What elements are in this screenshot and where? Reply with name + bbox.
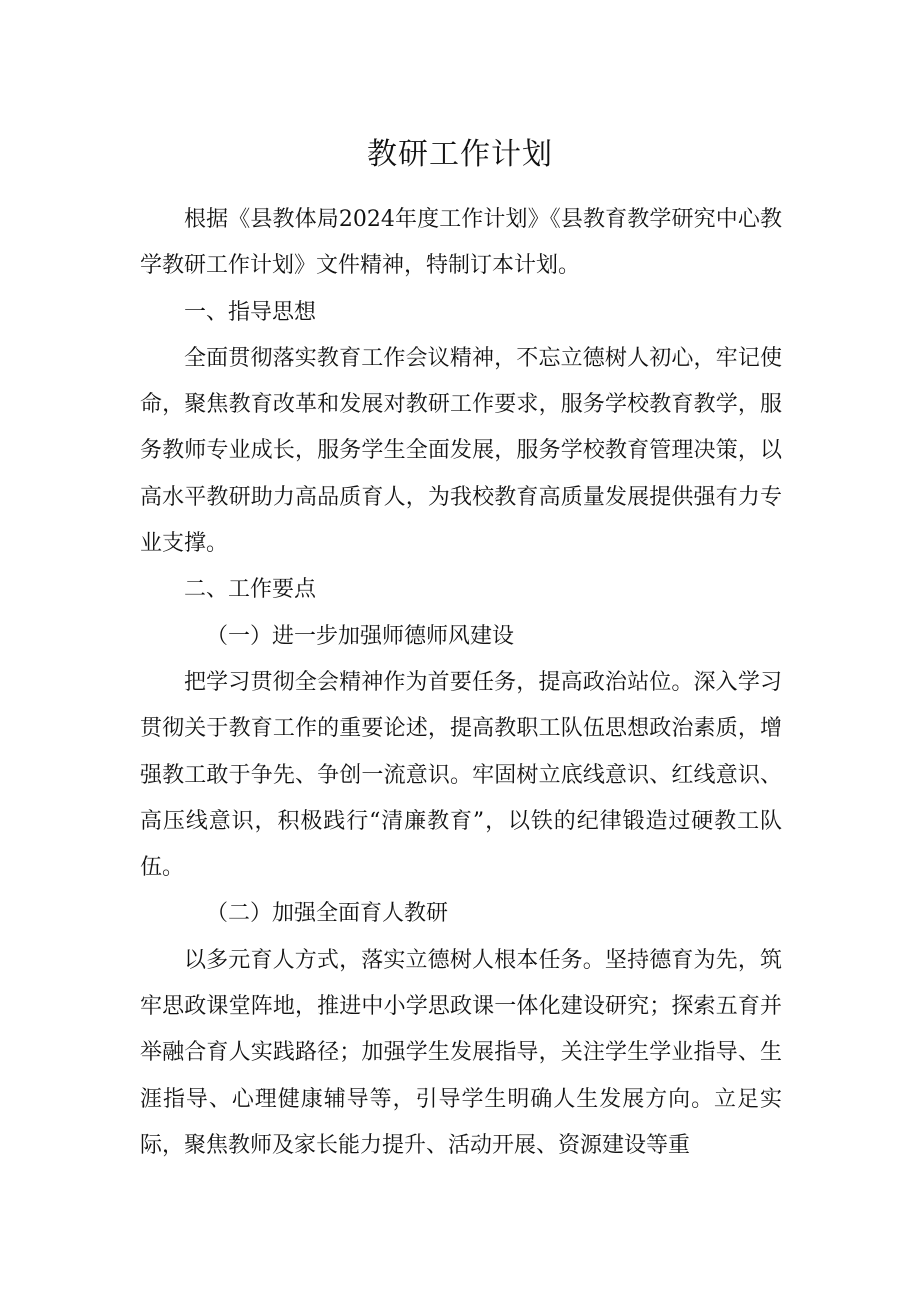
section-heading-guiding-ideology: 一、指导思想 <box>184 299 317 325</box>
subsection-heading-ethics: （一）进一步加强师德师风建设 <box>206 623 515 649</box>
holistic-education-paragraph: 以多元育人方式，落实立德树人根本任务。坚持德育为先，筑牢思政课堂阵地，推进中小学思政课一体化建设研究；探索五育并举融合育人实践路径；加强学生发展指导，关注学生学业指导、生涯指导、心理健康辅导等，引导学生明确人生发展方向。立足实际，聚焦教师及家长能力提升、活动开展、资源建设等重 <box>140 947 782 1158</box>
document-title: 教研工作计划 <box>367 137 553 172</box>
intro-paragraph: 根据《县教体局2024年度工作计划》《县教育教学研究中心教学教研工作计划》文件精神，特制订本计划。 <box>140 207 782 279</box>
ethics-paragraph: 把学习贯彻全会精神作为首要任务，提高政治站位。深入学习贯彻关于教育工作的重要论述，提高教职工队伍思想政治素质，增强教工敢于争先、争创一流意识。牢固树立底线意识、红线意识、高压线意识，积极践行“清廉教育”，以铁的纪律锻造过硬教工队伍。 <box>140 669 782 881</box>
guiding-ideology-paragraph: 全面贯彻落实教育工作会议精神，不忘立德树人初心，牢记使命，聚焦教育改革和发展对教研工作要求，服务学校教育教学，服务教师专业成长，服务学生全面发展，服务学校教育管理决策，以高水平教研助力高品质育人，为我校教育高质量发展提供强有力专业支撑。 <box>140 345 782 557</box>
subsection-heading-holistic-education: （二）加强全面育人教研 <box>206 901 449 927</box>
section-heading-work-points: 二、工作要点 <box>184 577 317 603</box>
document-body <box>140 197 782 1169</box>
